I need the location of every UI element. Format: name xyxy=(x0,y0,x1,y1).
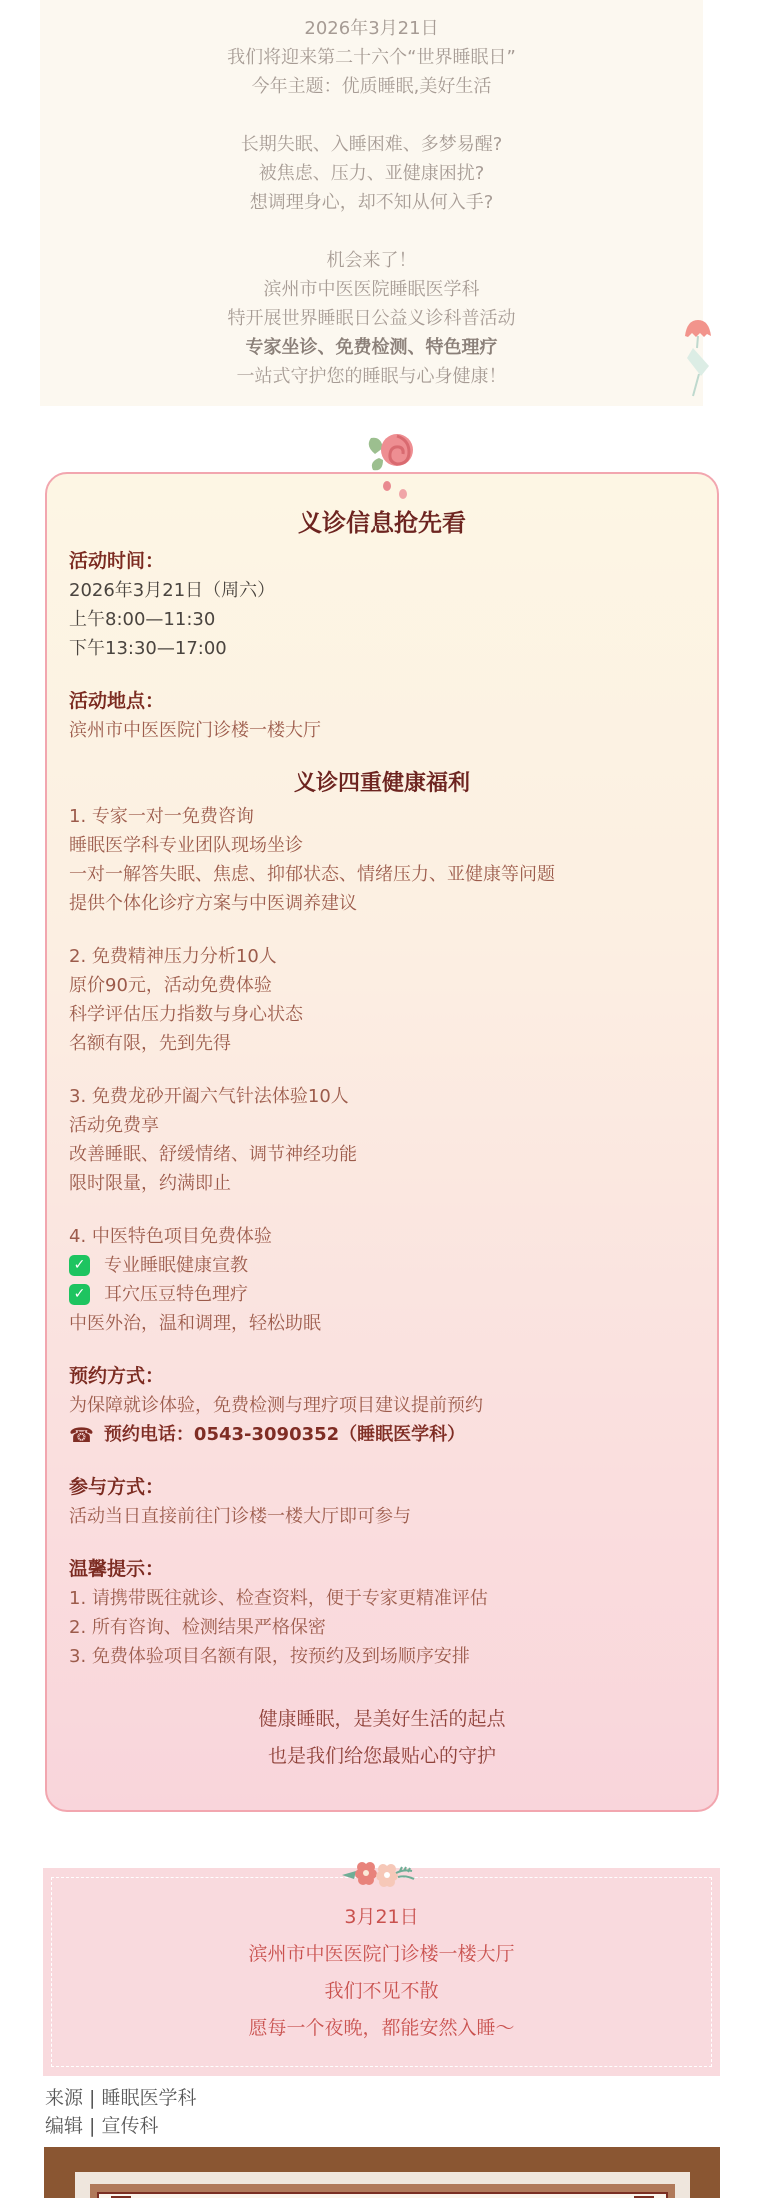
benefit-line: 名额有限，先到先得 xyxy=(69,1033,231,1054)
outro-card xyxy=(43,1868,720,2076)
benefit-line: 原价90元，活动免费体验 xyxy=(69,975,272,996)
photo-panel xyxy=(97,2192,668,2198)
intro-line: 我们将迎来第二十六个“世界睡眠日” xyxy=(227,47,516,68)
place-heading: 活动地点： xyxy=(69,690,165,712)
intro-line: 特开展世界睡眠日公益义诊科普活动 xyxy=(227,308,516,329)
check-icon: ✓ xyxy=(69,1284,90,1305)
closing-line: 也是我们给您最贴心的守护 xyxy=(267,1745,496,1767)
intro-line: 机会来了！ xyxy=(326,250,417,271)
booking-line: 为保障就诊体验，免费检测与理疗项目建议提前预约 xyxy=(69,1395,483,1416)
bottom-photo xyxy=(44,2147,720,2198)
phone-icon: ☎ xyxy=(69,1422,94,1447)
intro-line: 想调理身心，却不知从何入手? xyxy=(249,192,494,213)
time-line: 下午13:30—17:00 xyxy=(69,638,227,659)
intro-line: 滨州市中医医院睡眠医学科 xyxy=(263,279,480,300)
intro-paragraph-1 xyxy=(40,14,703,101)
join-heading: 参与方式： xyxy=(69,1476,165,1498)
time-heading: 活动时间： xyxy=(69,550,165,572)
clinic-info-card xyxy=(45,472,719,1812)
intro-highlight-line: 专家坐诊、免费检测、特色理疗 xyxy=(245,337,498,358)
intro-paragraph-2 xyxy=(40,130,703,217)
check-label: 专业睡眠健康宣教 xyxy=(104,1255,248,1276)
intro-line: 长期失眠、入睡困难、多梦易醒? xyxy=(240,134,503,155)
photo-mat xyxy=(75,2172,690,2198)
intro-paragraph-3 xyxy=(40,246,703,391)
benefit-line: 一对一解答失眠、焦虑、抑郁状态、情绪压力、亚健康等问题 xyxy=(69,864,555,885)
benefits-title: 义诊四重健康福利 xyxy=(293,770,470,796)
booking-heading: 预约方式： xyxy=(69,1365,165,1387)
benefit-line: 限时限量，约满即止 xyxy=(69,1173,231,1194)
join-line: 活动当日直接前往门诊楼一楼大厅即可参与 xyxy=(69,1506,411,1527)
benefit-line: 睡眠医学科专业团队现场坐诊 xyxy=(69,835,303,856)
photo-inner-frame xyxy=(90,2184,675,2198)
source-line: 来源 | 睡眠医学科 xyxy=(45,2087,197,2109)
tips-heading: 温馨提示： xyxy=(69,1558,165,1580)
benefit-line: 2. 免费精神压力分析10人 xyxy=(69,946,277,967)
time-line: 上午8:00—11:30 xyxy=(69,609,216,630)
clinic-card-wrapper xyxy=(45,472,719,1812)
outro-line: 愿每一个夜晚，都能安然入睡～ xyxy=(248,2017,515,2039)
credits xyxy=(45,2084,763,2140)
check-label: 耳穴压豆特色理疗 xyxy=(104,1284,248,1305)
benefit-line: 改善睡眠、舒缓情绪、调节神经功能 xyxy=(69,1144,357,1165)
intro-line: 今年主题：优质睡眠,美好生活 xyxy=(251,76,492,97)
intro-line: 一站式守护您的睡眠与心身健康！ xyxy=(236,366,507,387)
closing-lines xyxy=(69,1701,695,1775)
time-line: 2026年3月21日（周六） xyxy=(69,580,276,601)
intro-line: 被焦虑、压力、亚健康困扰? xyxy=(258,163,485,184)
tip-line: 3. 免费体验项目名额有限，按预约及到场顺序安排 xyxy=(69,1646,470,1667)
benefit-line: 提供个体化诊疗方案与中医调养建议 xyxy=(69,893,357,914)
benefit-line: 活动免费享 xyxy=(69,1115,159,1136)
card-title: 义诊信息抢先看 xyxy=(298,508,466,537)
check-item xyxy=(69,1251,695,1280)
phone-row xyxy=(69,1420,695,1449)
benefit-note: 中医外治，温和调理，轻松助眠 xyxy=(69,1313,321,1334)
benefit-line: 科学评估压力指数与身心状态 xyxy=(69,1004,303,1025)
closing-line: 健康睡眠，是美好生活的起点 xyxy=(258,1708,506,1730)
editor-line: 编辑 | 宣传科 xyxy=(45,2115,159,2137)
tip-line: 1. 请携带既往就诊、检查资料，便于专家更精准评估 xyxy=(69,1588,488,1609)
outro-text xyxy=(43,1868,720,2047)
benefit-line: 1. 专家一对一免费咨询 xyxy=(69,806,254,827)
place-line: 滨州市中医医院门诊楼一楼大厅 xyxy=(69,720,321,741)
intro-line: 2026年3月21日 xyxy=(304,18,439,39)
benefit-line: 3. 免费龙砂开阖六气针法体验10人 xyxy=(69,1086,349,1107)
small-flower-icon xyxy=(679,314,717,398)
outro-line: 我们不见不散 xyxy=(324,1980,439,2002)
tip-line: 2. 所有咨询、检测结果严格保密 xyxy=(69,1617,326,1638)
outro-line: 滨州市中医医院门诊楼一楼大厅 xyxy=(248,1943,515,1965)
benefit-line: 4. 中医特色项目免费体验 xyxy=(69,1226,272,1247)
outro-line: 3月21日 xyxy=(344,1906,419,1928)
phone-number-line: 预约电话：0543-3090352（睡眠医学科） xyxy=(103,1424,466,1445)
check-item xyxy=(69,1280,695,1309)
intro-section xyxy=(40,0,703,406)
check-icon: ✓ xyxy=(69,1255,90,1276)
rose-icon xyxy=(363,428,421,504)
